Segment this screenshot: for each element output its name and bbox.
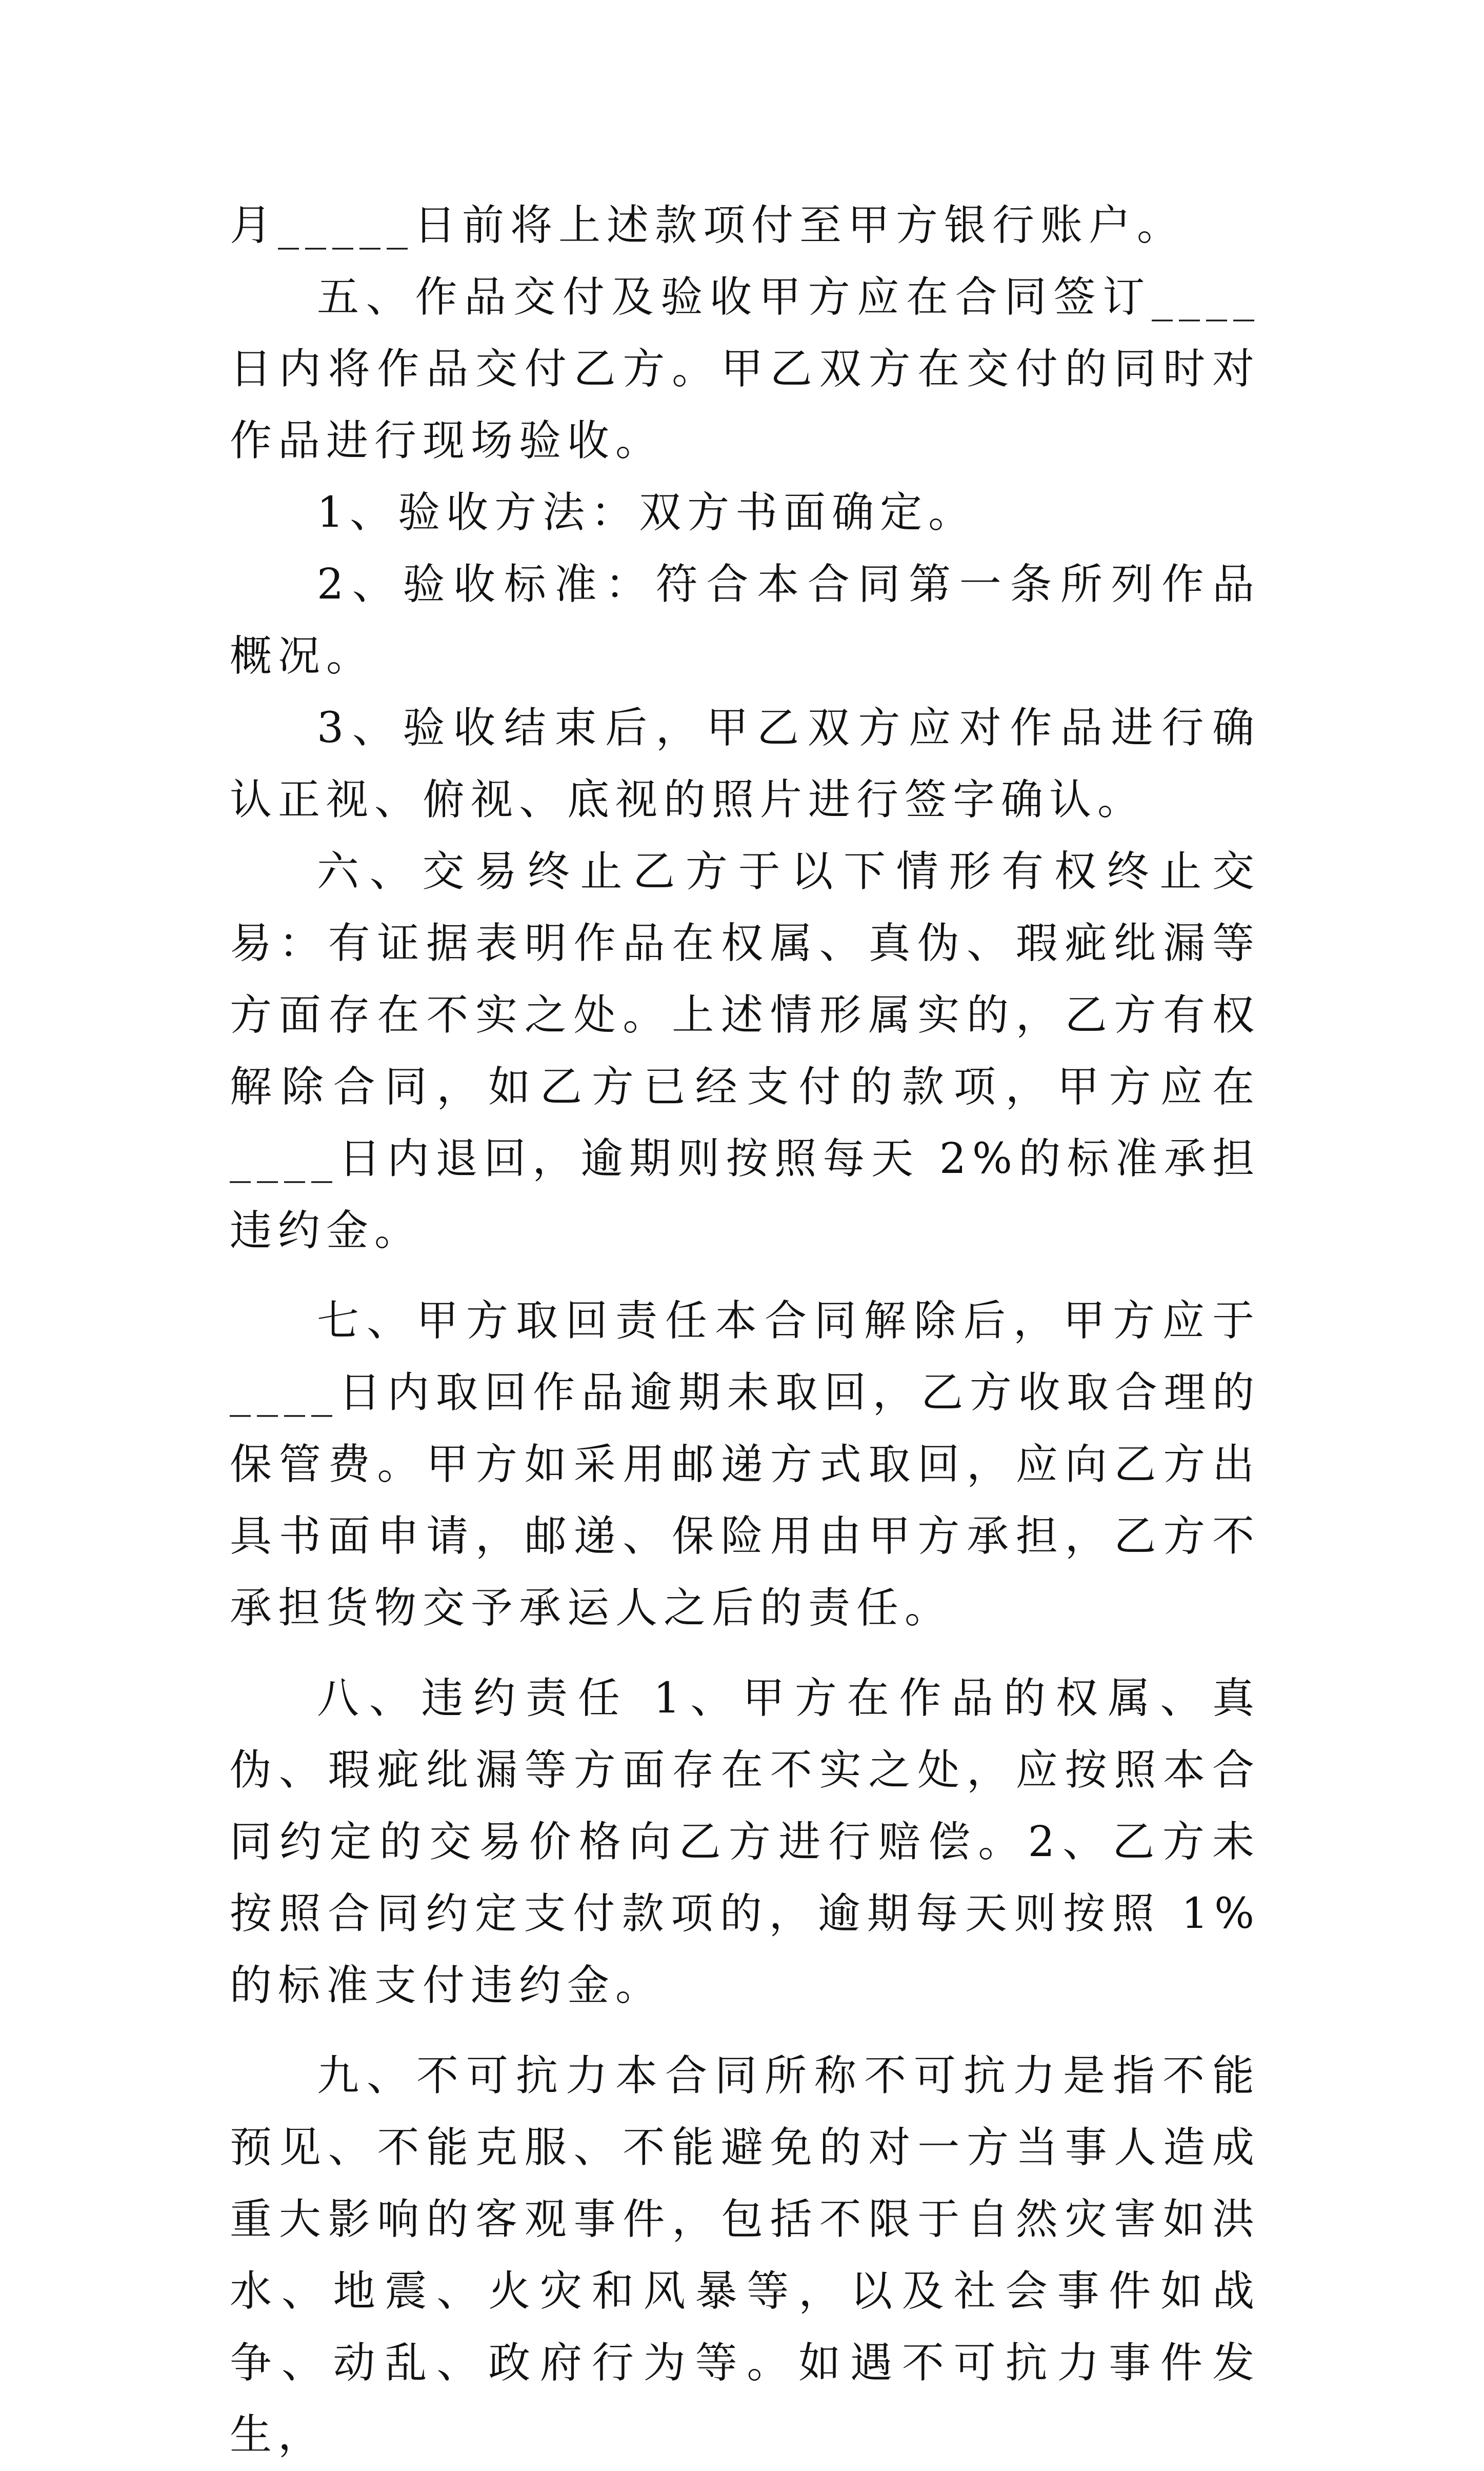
paragraph-payment-deadline: 月_____日前将上述款项付至甲方银行账户。 (230, 201, 1186, 250)
paragraph-acceptance-method: 1、验收方法：双方书面确定。 (317, 488, 977, 537)
paragraph-acceptance-photos: 3、验收结束后，甲乙双方应对作品进行确认正视、俯视、底视的照片进行签字确认。 (230, 704, 1260, 824)
paragraph-section-9-force-majeure: 九、不可抗力本合同所称不可抗力是指不能预见、不能克服、不能避免的对一方当事人造成重大影响的客观事件，包括不限于自然灾害如洪水、地震、火灾和风暴等，以及社会事件如战争、动乱、政府行为等。如遇不可抗力事件发生， (230, 2051, 1260, 2459)
document-body (230, 190, 1260, 2471)
paragraph-section-7-retrieval: 七、甲方取回责任本合同解除后，甲方应于____日内取回作品逾期未取回，乙方收取合理的保管费。甲方如采用邮递方式取回，应向乙方出具书面申请，邮递、保险用由甲方承担，乙方不承担货物交予承运人之后的责任。 (230, 1297, 1260, 1632)
paragraph-section-6-termination: 六、交易终止乙方于以下情形有权终止交易：有证据表明作品在权属、真伪、瑕疵纰漏等方面存在不实之处。上述情形属实的，乙方有权解除合同，如乙方已经支付的款项，甲方应在____日内退回，逾期则按照每天 2%的标准承担违约金。 (230, 847, 1260, 1255)
paragraph-acceptance-standard: 2、验收标准：符合本合同第一条所列作品概况。 (230, 560, 1260, 681)
paragraph-section-5-delivery: 五、作品交付及验收甲方应在合同签订____日内将作品交付乙方。甲乙双方在交付的同时对作品进行现场验收。 (230, 273, 1260, 465)
paragraph-section-8-liability: 八、违约责任 1、甲方在作品的权属、真伪、瑕疵纰漏等方面存在不实之处，应按照本合同约定的交易价格向乙方进行赔偿。2、乙方未按照合同约定支付款项的，逾期每天则按照 1%的标准支付违约金。 (230, 1674, 1260, 2010)
